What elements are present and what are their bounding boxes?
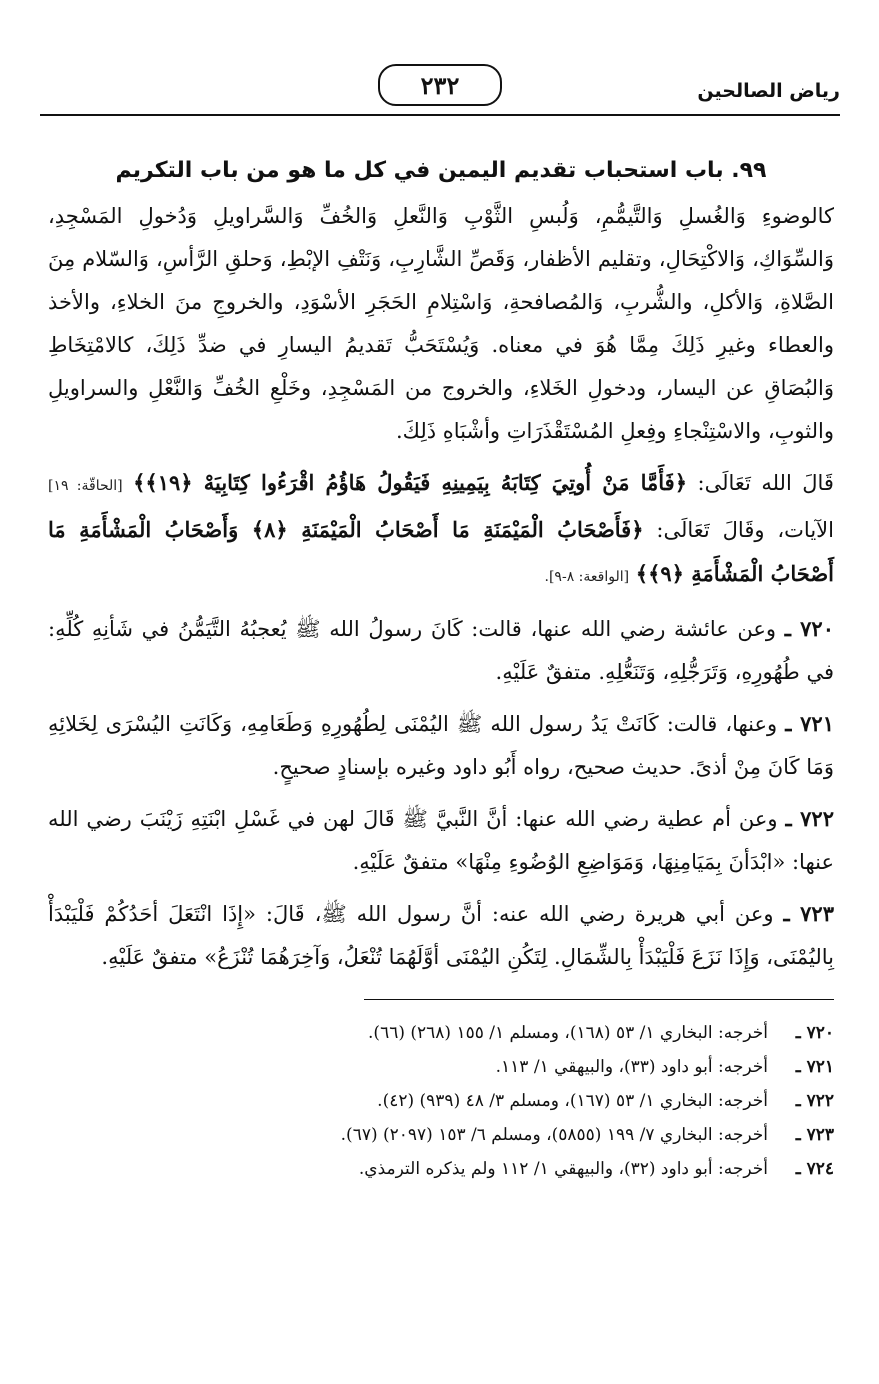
footnote-item: [48, 1050, 834, 1084]
footnote-number: ٧٢١ ـ: [795, 1057, 834, 1077]
hadith-text: وعن عائشة رضي الله عنها، قالت: كَانَ رسولُ الله ﷺ يُعجبُهُ التَّيَمُّنُ في شَأنِهِ كُلِّهِ: في طُهُورِهِ، وَتَرَجُّلِهِ، وَتَنَعُّلِهِ. متفقٌ عَلَيْهِ.: [48, 617, 834, 684]
hadith-number: ٧٢٠ ـ: [784, 616, 834, 641]
hadith-number: ٧٢٢ ـ: [785, 806, 834, 831]
footnote-number: ٧٢٢ ـ: [795, 1091, 834, 1111]
footnote-item: [48, 1084, 834, 1118]
quran-verse-2: ﴿فَأَصْحَابُ الْمَيْمَنَةِ مَا أَصْحَابُ الْمَيْمَنَةِ ﴿٨﴾ وَأَصْحَابُ الْمَشْأَمَةِ مَا أَصْحَابُ الْمَشْأَمَةِ ﴿٩﴾﴾: [48, 517, 834, 586]
footnote-item: [48, 1016, 834, 1050]
verses-paragraph: [48, 461, 834, 599]
page-header: [40, 64, 840, 114]
footnote-text: أخرجه: البخاري ١/ ٥٣ (١٦٨)، ومسلم ١/ ١٥٥ (٢٦٨) (٦٦).: [368, 1023, 768, 1043]
verse-lead-2: الآيات، وقَالَ تَعَالَى:: [656, 518, 834, 542]
quran-verse-1: ﴿فَأَمَّا مَنْ أُوتِيَ كِتَابَهُ بِيَمِينِهِ فَيَقُولُ هَاؤُمُ اقْرَءُوا كِتَابِيَهْ ﴿١٩﴾﴾: [133, 470, 687, 495]
hadith-number: ٧٢٣ ـ: [783, 901, 834, 926]
hadith-721: [48, 702, 834, 789]
verse-ref-2: [الواقعة: ٨-٩].: [544, 569, 630, 585]
footnote-number: ٧٢٣ ـ: [795, 1125, 834, 1145]
footnote-separator: [364, 999, 834, 1000]
footnote-text: أخرجه: أبو داود (٣٣)، والبيهقي ١/ ١١٣.: [495, 1057, 768, 1077]
footnotes: [48, 1016, 834, 1186]
chapter-intro: كالوضوءِ وَالغُسلِ وَالتَّيمُّمِ، وَلُبسِ الثَّوْبِ وَالنَّعلِ وَالخُفِّ وَالسَّراويلِ وَدُخولِ المَسْجِدِ، وَالسِّوَاكِ، وَالاكْتِحَالِ، وتقليم الأظفار، وَقَصِّ الشَّارِبِ، وَنَتْفِ الإبْطِ، وَحلقِ الرَّأسِ، وَالسّلام مِنَ الصَّلاةِ، وَالأكلِ، والشُّربِ، وَالمُصافحةِ، وَاسْتِلامِ الحَجَرِ الأسْوَدِ، والخروجِ منَ الخلاءِ، والأخذ والعطاء وغيرِ ذَلِكَ مِمَّا هُوَ في معناه. وَيُسْتَحَبُّ تَقديمُ اليسارِ في ضدِّ ذَلِكَ، كالامْتِخَاطِ وَالبُصَاقِ عن اليسار، ودخولِ الخَلاءِ، والخروج من المَسْجِدِ، وخَلْعِ الخُفِّ وَالنَّعْلِ والسراويلِ والثوبِ، والاسْتِنْجاءِ وفِعلِ المُسْتَقْذَرَاتِ وأشْبَاهِ ذَلِكَ.: [48, 204, 834, 443]
verse-ref-1: [الحاقّة: ١٩]: [48, 478, 123, 494]
footnote-item: [48, 1118, 834, 1152]
verse-lead-1: قَالَ الله تَعَالَى:: [697, 471, 834, 495]
page-number: ٢٣٢: [378, 64, 502, 106]
footnote-text: أخرجه: أبو داود (٣٢)، والبيهقي ١/ ١١٢ ولم يذكره الترمذي.: [358, 1159, 768, 1179]
footnote-text: أخرجه: البخاري ١/ ٥٣ (١٦٧)، ومسلم ٣/ ٤٨ (٩٣٩) (٤٢).: [377, 1091, 768, 1111]
hadith-text: وعنها، قالت: كَانَتْ يَدُ رسول الله ﷺ اليُمْنَى لِطُهُورِهِ وَطَعَامِهِ، وَكَانَتِ اليُسْرَى لِخَلائِهِ وَمَا كَانَ مِنْ أذىً. حديث صحيح، رواه أَبُو داود وغيره بإسنادٍ صحيحٍ.: [48, 712, 834, 779]
hadith-723: [48, 892, 834, 979]
footnote-item: [48, 1152, 834, 1186]
page-body: [48, 150, 834, 1186]
hadith-722: [48, 797, 834, 884]
header-rule: [40, 114, 840, 116]
hadith-text: وعن أبي هريرة رضي الله عنه: أنَّ رسول الله ﷺ، قَالَ: «إِذَا انْتَعَلَ أحَدُكُمْ فَلْيَبْدَأْ بِاليُمْنَى، وَإِذَا نَزَعَ فَلْيَبْدَأْ بِالشِّمَالِ. لِتَكُنِ اليُمْنَى أوَّلَهُمَا تُنْعَلُ، وَآخِرَهُمَا تُنْزَعُ» متفقٌ عَلَيْهِ.: [48, 902, 834, 969]
hadith-720: [48, 607, 834, 694]
book-title: رياض الصالحين: [697, 80, 840, 102]
hadith-number: ٧٢١ ـ: [785, 711, 834, 736]
footnote-text: أخرجه: البخاري ٧/ ١٩٩ (٥٨٥٥)، ومسلم ٦/ ١٥٣ (٢٠٩٧) (٦٧).: [340, 1125, 768, 1145]
chapter-title: ٩٩. باب استحباب تقديم اليمين في كل ما هو من باب التكريم: [115, 158, 767, 183]
hadith-text: وعن أم عطية رضي الله عنها: أنَّ النَّبيَّ ﷺ قَالَ لهن في غَسْلِ ابْنَتِهِ زَيْنَبَ رضي الله عنها: «ابْدَأنَ بِمَيَامِنِهَا، وَمَوَاضِعِ الوُضُوءِ مِنْهَا» متفقٌ عَلَيْهِ.: [48, 807, 834, 874]
footnote-number: ٧٢٤ ـ: [795, 1159, 834, 1179]
footnote-number: ٧٢٠ ـ: [795, 1023, 834, 1043]
